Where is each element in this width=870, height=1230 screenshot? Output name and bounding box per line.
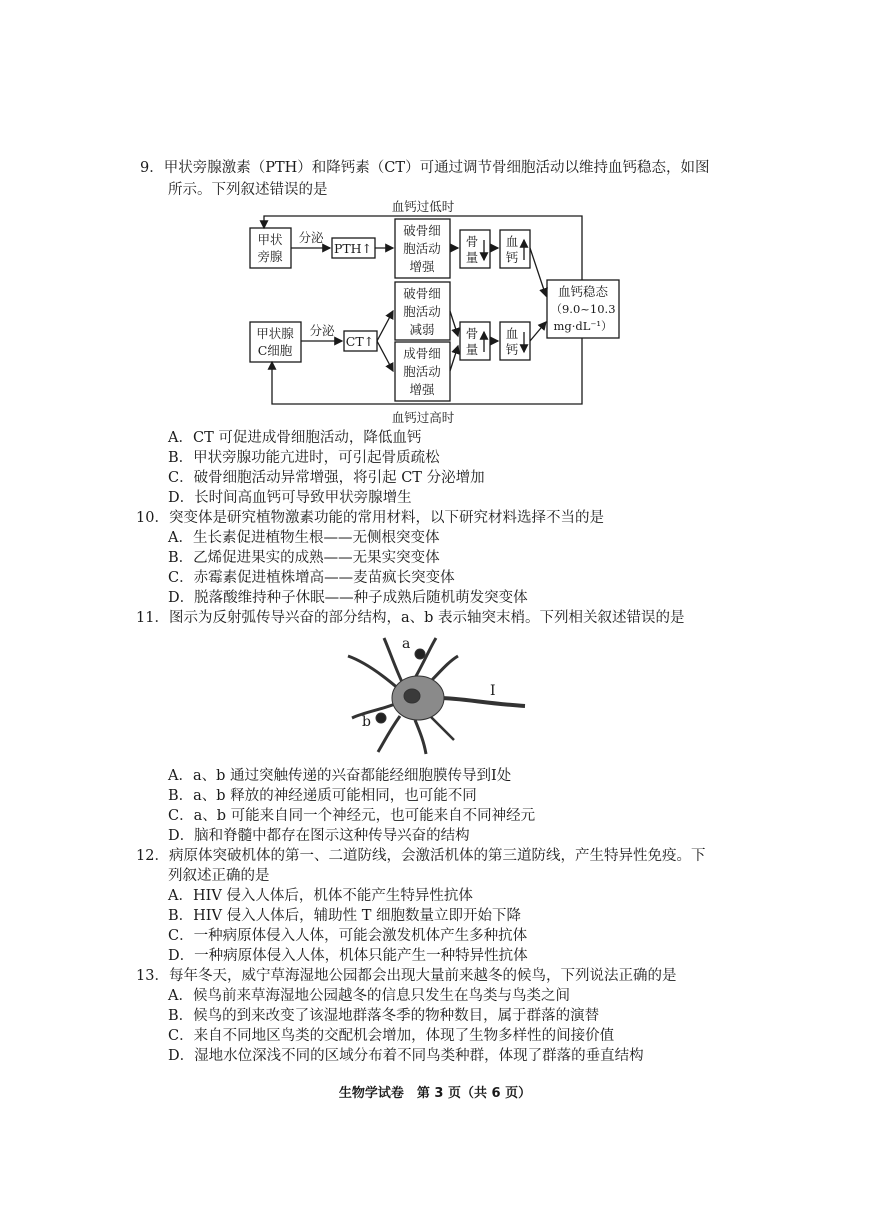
q12-option-d: D．一种病原体侵入人体，机体只能产生一种特异性抗体: [168, 948, 528, 964]
osteoclast-up-3: 增强: [409, 259, 435, 274]
q9-stem-line1: 9．甲状旁腺激素（PTH）和降钙素（CT）可通过调节骨细胞活动以维持血钙稳态，如图: [140, 160, 710, 176]
osteoclast-down-3: 减弱: [409, 322, 435, 337]
thyroid-c-label-1: 甲状腺: [256, 326, 294, 341]
ca2-label-2: 钙: [505, 342, 519, 357]
q13-option-d: D．湿地水位深浅不同的区域分布着不同鸟类种群，体现了群落的垂直结构: [168, 1048, 644, 1064]
osteoblast-up-1: 成骨细: [403, 346, 441, 361]
calcium-regulation-diagram: [240, 196, 620, 428]
q10-option-c: C．赤霉素促进植株增高——麦苗疯长突变体: [168, 570, 455, 586]
osteoblast-up-3: 增强: [409, 382, 435, 397]
secrete-label-2: 分泌: [309, 323, 335, 338]
q12-option-c: C．一种病原体侵入人体，可能会激发机体产生多种抗体: [168, 928, 528, 944]
q11-option-c: C．a、b 可能来自同一个神经元，也可能来自不同神经元: [168, 808, 536, 824]
bone1-label-2: 量: [465, 250, 479, 265]
q13-stem: 13．每年冬天，威宁草海湿地公园都会出现大量前来越冬的候鸟，下列说法正确的是: [136, 968, 677, 984]
q11-option-d: D．脑和脊髓中都存在图示这种传导兴奋的结构: [168, 828, 470, 844]
osteoclast-down-1: 破骨细: [403, 286, 441, 301]
ca1-label-1: 血: [505, 234, 519, 249]
ca2-label-1: 血: [505, 326, 519, 341]
osteoclast-up-1: 破骨细: [403, 223, 441, 238]
homeostasis-label-3: mg·dL⁻¹）: [553, 319, 613, 333]
q10-option-d: D．脱落酸维持种子休眠——种子成熟后随机萌发突变体: [168, 590, 528, 606]
osteoclast-down-2: 胞活动: [403, 304, 441, 319]
ca1-label-2: 钙: [505, 250, 519, 265]
homeostasis-label-2: （9.0~10.3: [550, 302, 616, 316]
q10-option-a: A．生长素促进植物生根——无侧根突变体: [168, 530, 440, 546]
parathyroid-label-1: 甲状: [257, 232, 283, 247]
osteoblast-up-2: 胞活动: [403, 364, 441, 379]
bone2-label-1: 骨: [465, 326, 479, 341]
q11-option-b: B．a、b 释放的神经递质可能相同，也可能不同: [168, 788, 477, 804]
q12-option-a: A．HIV 侵入人体后，机体不能产生特异性抗体: [168, 888, 473, 904]
bone2-label-2: 量: [465, 342, 479, 357]
page-footer: 生物学试卷 第 3 页（共 6 页）: [338, 1086, 532, 1101]
q13-option-b: B．候鸟的到来改变了该湿地群落冬季的物种数目，属于群落的演替: [168, 1008, 600, 1024]
q10-option-b: B．乙烯促进果实的成熟——无果实突变体: [168, 550, 440, 566]
q11-option-a: A．a、b 通过突触传递的兴奋都能经细胞膜传导到I处: [168, 768, 512, 784]
q9-option-d: D．长时间高血钙可导致甲状旁腺增生: [168, 490, 412, 506]
q12-stem-line1: 12．病原体突破机体的第一、二道防线，会激活机体的第三道防线，产生特异性免疫。下: [136, 848, 706, 864]
ct-label: CT↑: [345, 334, 375, 349]
label-i: I: [490, 683, 496, 699]
label-b: b: [362, 714, 371, 730]
q9-option-b: B．甲状旁腺功能亢进时，可引起骨质疏松: [168, 450, 440, 466]
q13-option-a: A．候鸟前来草海湿地公园越冬的信息只发生在鸟类与鸟类之间: [168, 988, 570, 1004]
thyroid-c-label-2: C细胞: [257, 343, 293, 358]
neuron-diagram: [340, 632, 530, 757]
osteoclast-up-2: 胞活动: [403, 241, 441, 256]
bone1-label-1: 骨: [465, 234, 479, 249]
high-calcium-label: 血钙过高时: [391, 410, 455, 425]
q12-stem-line2: 列叙述正确的是: [168, 868, 270, 884]
q10-stem: 10．突变体是研究植物激素功能的常用材料，以下研究材料选择不当的是: [136, 510, 604, 526]
parathyroid-label-2: 旁腺: [257, 249, 283, 264]
low-calcium-label: 血钙过低时: [391, 199, 455, 214]
q13-option-c: C．来自不同地区鸟类的交配机会增加，体现了生物多样性的间接价值: [168, 1028, 615, 1044]
q9-option-a: A．CT 可促进成骨细胞活动，降低血钙: [168, 430, 422, 446]
secrete-label-1: 分泌: [298, 230, 324, 245]
homeostasis-label-1: 血钙稳态: [557, 284, 609, 299]
q9-stem-line2: 所示。下列叙述错误的是: [168, 182, 328, 198]
q12-option-b: B．HIV 侵入人体后，辅助性 T 细胞数量立即开始下降: [168, 908, 521, 924]
q9-option-c: C．破骨细胞活动异常增强，将引起 CT 分泌增加: [168, 470, 485, 486]
pth-label: PTH↑: [333, 241, 373, 256]
label-a: a: [402, 636, 411, 652]
q11-stem: 11．图示为反射弧传导兴奋的部分结构，a、b 表示轴突末梢。下列相关叙述错误的是: [136, 610, 685, 626]
